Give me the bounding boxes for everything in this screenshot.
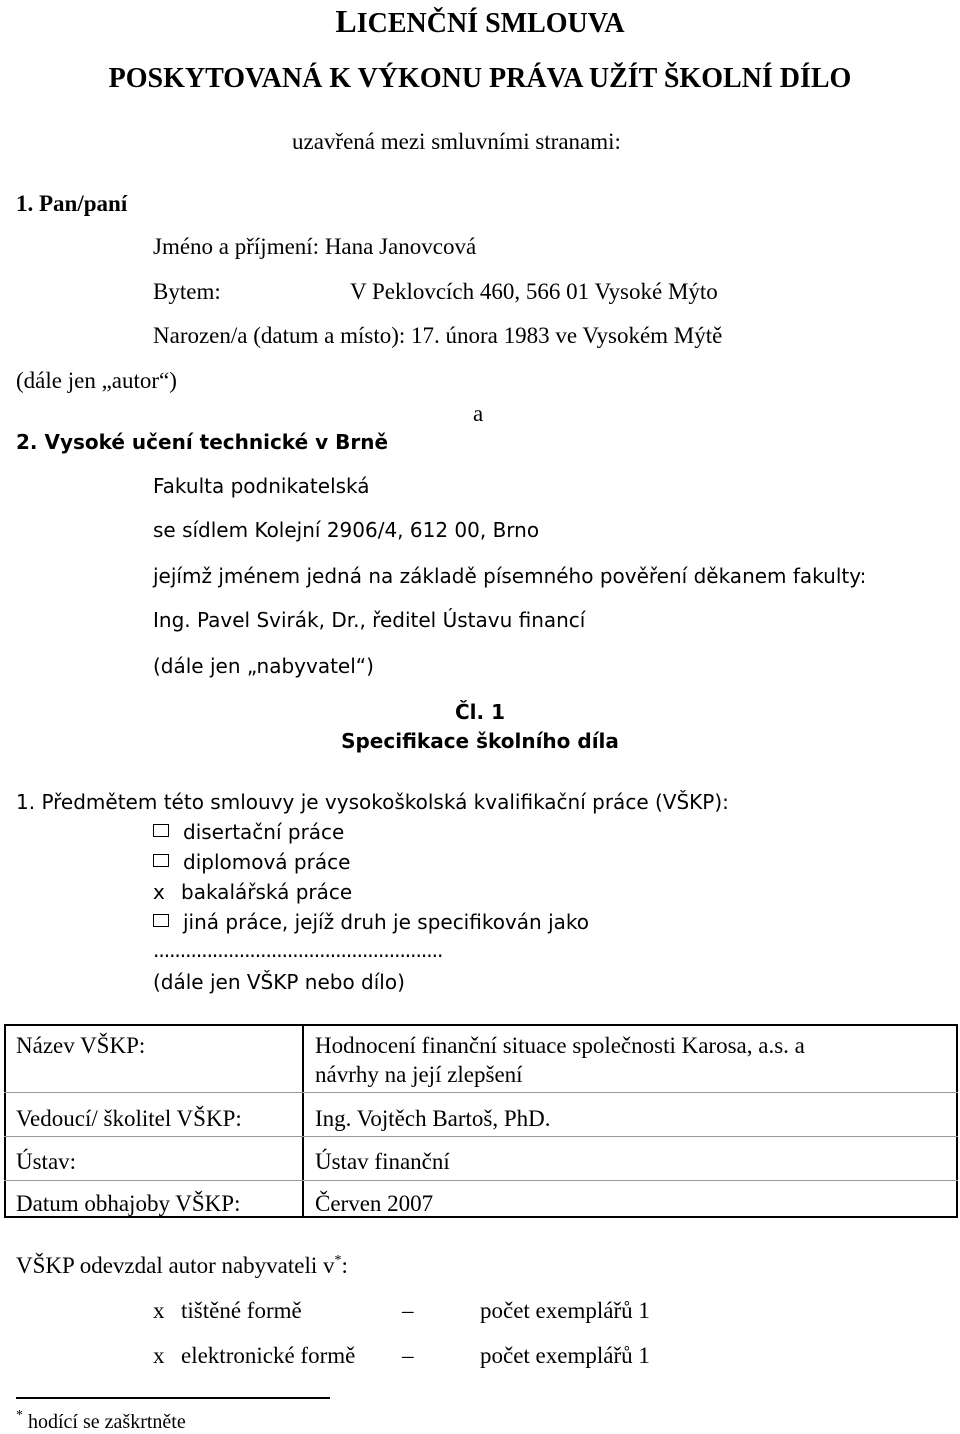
option-diploma	[153, 850, 350, 874]
table-divider	[302, 1024, 304, 1218]
article-title: Specifikace školního díla	[341, 729, 619, 753]
x-mark: x	[153, 1343, 165, 1368]
delivery-dash: –	[402, 1298, 414, 1323]
table-label-supervisor: Vedoucí/ školitel VŠKP:	[16, 1106, 242, 1131]
party2-alias: (dále jen „nabyvatel“)	[153, 654, 374, 678]
footnote-text: hodící se zaškrtněte	[28, 1411, 186, 1433]
delivery-intro-colon: :	[341, 1253, 348, 1278]
clause1-text: 1. Předmětem této smlouvy je vysokoškolská kvalifikační práce (VŠKP):	[16, 790, 729, 814]
delivery-item-electronic	[153, 1342, 355, 1370]
option-label: jiná práce, jejíž druh je specifikován jako	[183, 910, 589, 934]
footnote-ref: *	[334, 1253, 342, 1268]
party2-person: Ing. Pavel Svirák, Dr., ředitel Ústavu financí	[153, 608, 586, 632]
article-number: Čl. 1	[454, 700, 505, 724]
party1-name: Jméno a příjmení: Hana Janovcová	[153, 234, 477, 259]
option-label: disertační práce	[183, 820, 345, 844]
option-bachelor	[153, 880, 352, 904]
footnote-rule	[16, 1397, 330, 1399]
table-value-title-line2: návrhy na její zlepšení	[315, 1062, 523, 1087]
checkbox-empty-icon	[153, 914, 169, 927]
footnote-mark: *	[16, 1408, 23, 1423]
delivery-intro	[16, 1252, 348, 1280]
document-subtitle: POSKYTOVANÁ K VÝKONU PRÁVA UŽÍT ŠKOLNÍ DÍLO	[108, 63, 852, 94]
party2-faculty: Fakulta podnikatelská	[153, 474, 370, 498]
document-title	[0, 2, 960, 41]
clause1-alias: (dále jen VŠKP nebo dílo)	[153, 970, 405, 994]
delivery-count: počet exemplářů 1	[480, 1298, 650, 1323]
table-value-institute: Ústav finanční	[315, 1149, 450, 1174]
title-rest: ICENČNÍ SMLOUVA	[356, 8, 625, 39]
checkbox-empty-icon	[153, 854, 169, 867]
table-row-sep	[4, 1092, 958, 1093]
table-label-institute: Ústav:	[16, 1149, 77, 1174]
delivery-form: elektronické formě	[181, 1343, 356, 1368]
table-border-right	[956, 1024, 958, 1218]
table-row-sep	[4, 1180, 958, 1181]
option-dissertation	[153, 820, 344, 844]
table-value-title-line1: Hodnocení finanční situace společnosti Karosa, a.s. a	[315, 1033, 805, 1058]
party2-acting: jejímž jménem jedná na základě písemného pověření děkanem fakulty:	[153, 564, 867, 588]
party1-alias: (dále jen „autor“)	[16, 368, 177, 393]
party2-seat: se sídlem Kolejní 2906/4, 612 00, Brno	[153, 518, 540, 542]
footnote	[16, 1410, 186, 1434]
dotted-line: ......................................................	[153, 938, 443, 962]
option-label: bakalářská práce	[181, 880, 353, 904]
delivery-dash: –	[402, 1343, 414, 1368]
table-label-defense-date: Datum obhajoby VŠKP:	[16, 1191, 241, 1216]
delivery-form: tištěné formě	[181, 1298, 302, 1323]
x-mark: x	[153, 1298, 165, 1323]
title-initial: L	[335, 3, 357, 39]
table-border-top	[4, 1024, 958, 1026]
checkbox-empty-icon	[153, 824, 169, 837]
party1-address-label: Bytem:	[153, 279, 221, 304]
option-other	[153, 910, 589, 934]
table-border-left	[4, 1024, 6, 1218]
table-value-defense-date: Červen 2007	[315, 1191, 434, 1216]
table-label-title: Název VŠKP:	[16, 1033, 146, 1058]
party1-born: Narozen/a (datum a místo): 17. února 1983 ve Vysokém Mýtě	[153, 323, 723, 348]
conjunction: a	[473, 401, 484, 426]
party2-label: 2. Vysoké učení technické v Brně	[16, 430, 389, 454]
x-mark: x	[153, 880, 165, 904]
delivery-count: počet exemplářů 1	[480, 1343, 650, 1368]
delivery-item-printed	[153, 1297, 302, 1325]
concluded-line: uzavřená mezi smluvními stranami:	[292, 129, 621, 154]
party1-label: 1. Pan/paní	[16, 191, 128, 216]
party1-address-value: V Peklovcích 460, 566 01 Vysoké Mýto	[350, 279, 718, 304]
table-row-sep	[4, 1136, 958, 1137]
table-value-supervisor: Ing. Vojtěch Bartoš, PhD.	[315, 1106, 551, 1131]
option-label: diplomová práce	[183, 850, 351, 874]
delivery-intro-text: VŠKP odevzdal autor nabyvateli v	[16, 1253, 335, 1278]
